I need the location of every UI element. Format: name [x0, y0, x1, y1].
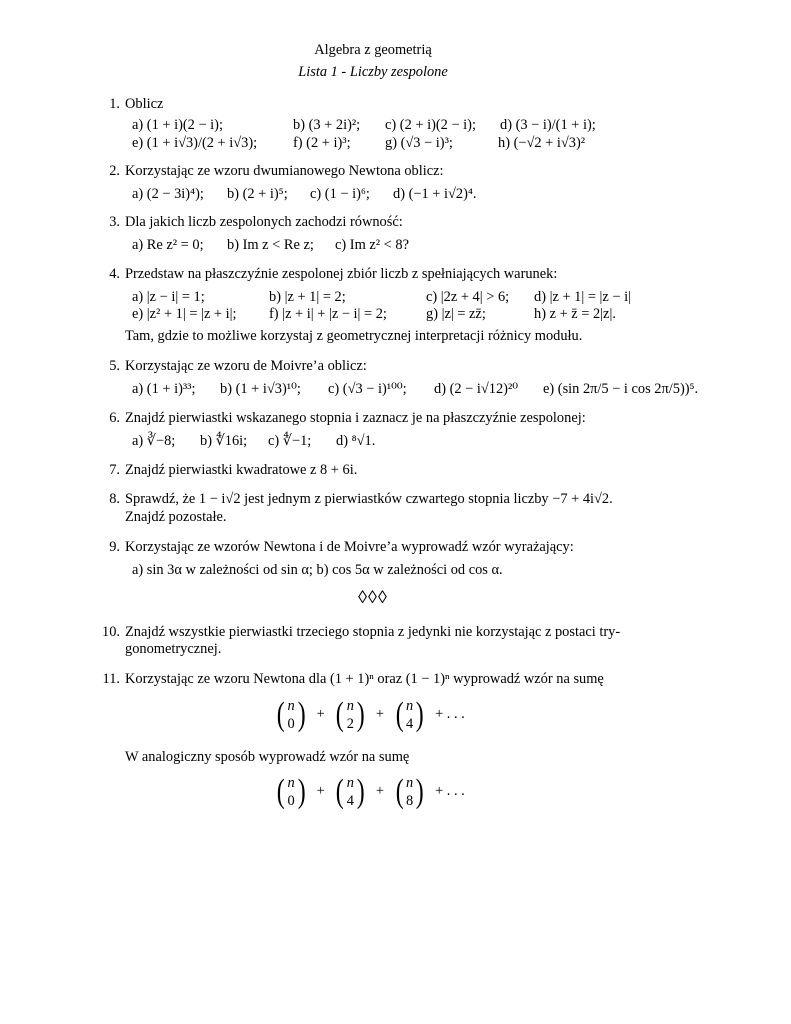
problem-4-text: Przedstaw na płaszczyźnie zespolonej zbiór liczb z spełniających warunek:: [125, 266, 558, 282]
problem-3-text: Dla jakich liczb zespolonych zachodzi równość:: [125, 214, 403, 230]
problem-11-note: W analogiczny sposób wyprowadź wzór na sumę: [125, 749, 410, 765]
problem-5-d: d) (2 − i√12)²⁰: [434, 381, 519, 397]
problem-4-number: 4.: [109, 266, 120, 282]
problem-2-text: Korzystając ze wzoru dwumianowego Newtona oblicz:: [125, 163, 444, 179]
problem-1-d: d) (3 − i)/(1 + i);: [500, 117, 596, 133]
problem-9-text: Korzystając ze wzorów Newtona i de Moivre’a wyprowadź wzór wyrażający:: [125, 539, 574, 555]
problem-4-e: e) |z² + 1| = |z + i|;: [132, 306, 237, 322]
problem-1-b: b) (3 + 2i)²;: [293, 117, 361, 133]
problem-4-c: c) |2z + 4| > 6;: [426, 289, 510, 305]
problem-10-text-2: gonometrycznej.: [125, 641, 222, 657]
problem-1-number: 1.: [109, 96, 120, 112]
problem-6-number: 6.: [109, 410, 120, 426]
problem-9-parts: a) sin 3α w zależności od sin α; b) cos 5α w zależności od cos α.: [132, 562, 503, 578]
problem-11-number: 11.: [102, 671, 120, 687]
problem-1-f: f) (2 + i)³;: [293, 135, 351, 151]
problem-10-text: Znajdź wszystkie pierwiastki trzeciego stopnia z jedynki nie korzystając z postaci try-: [125, 624, 621, 640]
problem-4-f: f) |z + i| + |z − i| = 2;: [269, 306, 387, 322]
binomial-sum-2: ( n 0 ) + ( n 4 ) + ( n 8 ) + . . .: [276, 773, 465, 810]
binomial-coefficient: ( n 8 ): [395, 773, 424, 810]
problem-1-c: c) (2 + i)(2 − i);: [385, 117, 476, 133]
problem-8-text-2: Znajdź pozostałe.: [125, 509, 227, 525]
problem-3-number: 3.: [109, 214, 120, 230]
problem-2-a: a) (2 − 3i)⁴);: [132, 186, 204, 202]
document-subtitle: Lista 1 - Liczby zespolone: [298, 64, 448, 80]
problem-8-text: Sprawdź, że 1 − i√2 jest jednym z pierwiastków czwartego stopnia liczby −7 + 4i√2.: [125, 491, 613, 507]
problem-1-g: g) (√3 − i)³;: [385, 135, 453, 151]
problem-4-b: b) |z + 1| = 2;: [269, 289, 346, 305]
problem-1-e: e) (1 + i√3)/(2 + i√3);: [132, 135, 258, 151]
problem-5-c: c) (√3 − i)¹⁰⁰;: [328, 381, 407, 397]
section-separator: ◊◊◊: [358, 587, 388, 607]
problem-3-b: b) Im z < Re z;: [227, 237, 314, 253]
binomial-coefficient: ( n 0 ): [276, 773, 306, 810]
problem-1-a: a) (1 + i)(2 − i);: [132, 117, 223, 133]
binomial-coefficient: ( n 2 ): [336, 696, 365, 733]
problem-3-a: a) Re z² = 0;: [132, 237, 204, 253]
binomial-coefficient: ( n 4 ): [395, 696, 424, 733]
problem-5-a: a) (1 + i)³³;: [132, 381, 196, 397]
problem-2-number: 2.: [109, 163, 120, 179]
problem-4-d: d) |z + 1| = |z − i|: [534, 289, 632, 305]
problem-7-text: Znajdź pierwiastki kwadratowe z 8 + 6i.: [125, 462, 358, 478]
problem-5-text: Korzystając ze wzoru de Moivre’a oblicz:: [125, 358, 367, 374]
problem-2-c: c) (1 − i)⁶;: [310, 186, 370, 202]
document-title: Algebra z geometrią: [314, 42, 432, 58]
problem-4-g: g) |z| = zz̄;: [426, 306, 486, 322]
problem-6-a: a) ∛−8;: [132, 433, 176, 449]
problem-10-number: 10.: [102, 624, 120, 640]
binomial-sum-1: ( n 0 ) + ( n 2 ) + ( n 4 ) + . . .: [276, 696, 465, 733]
problem-11-text: Korzystając ze wzoru Newtona dla (1 + 1)ⁿ oraz (1 − 1)ⁿ wyprowadź wzór na sumę: [125, 671, 604, 687]
problem-4-a: a) |z − i| = 1;: [132, 289, 205, 305]
binomial-coefficient: ( n 0 ): [276, 696, 306, 733]
problem-6-c: c) ∜−1;: [268, 433, 312, 449]
problem-3-c: c) Im z² < 8?: [335, 237, 409, 253]
problem-6-text: Znajdź pierwiastki wskazanego stopnia i zaznacz je na płaszczyźnie zespolonej:: [125, 410, 586, 426]
problem-5-b: b) (1 + i√3)¹⁰;: [220, 381, 301, 397]
problem-8-number: 8.: [109, 491, 120, 507]
problem-4-h: h) z + z̄ = 2|z|.: [534, 306, 616, 322]
problem-4-note: Tam, gdzie to możliwe korzystaj z geometrycznej interpretacji różnicy modułu.: [125, 328, 583, 344]
problem-2-d: d) (−1 + i√2)⁴.: [393, 186, 477, 202]
problem-5-e: e) (sin 2π/5 − i cos 2π/5))⁵.: [543, 381, 699, 397]
problem-6-d: d) ⁸√1.: [336, 433, 376, 449]
problem-2-b: b) (2 + i)⁵;: [227, 186, 288, 202]
problem-9-number: 9.: [109, 539, 120, 555]
problem-1-h: h) (−√2 + i√3)²: [498, 135, 586, 151]
problem-7-number: 7.: [109, 462, 120, 478]
problem-6-b: b) ∜16i;: [200, 433, 248, 449]
problem-1-text: Oblicz: [125, 96, 164, 112]
binomial-coefficient: ( n 4 ): [336, 773, 365, 810]
problem-5-number: 5.: [109, 358, 120, 374]
